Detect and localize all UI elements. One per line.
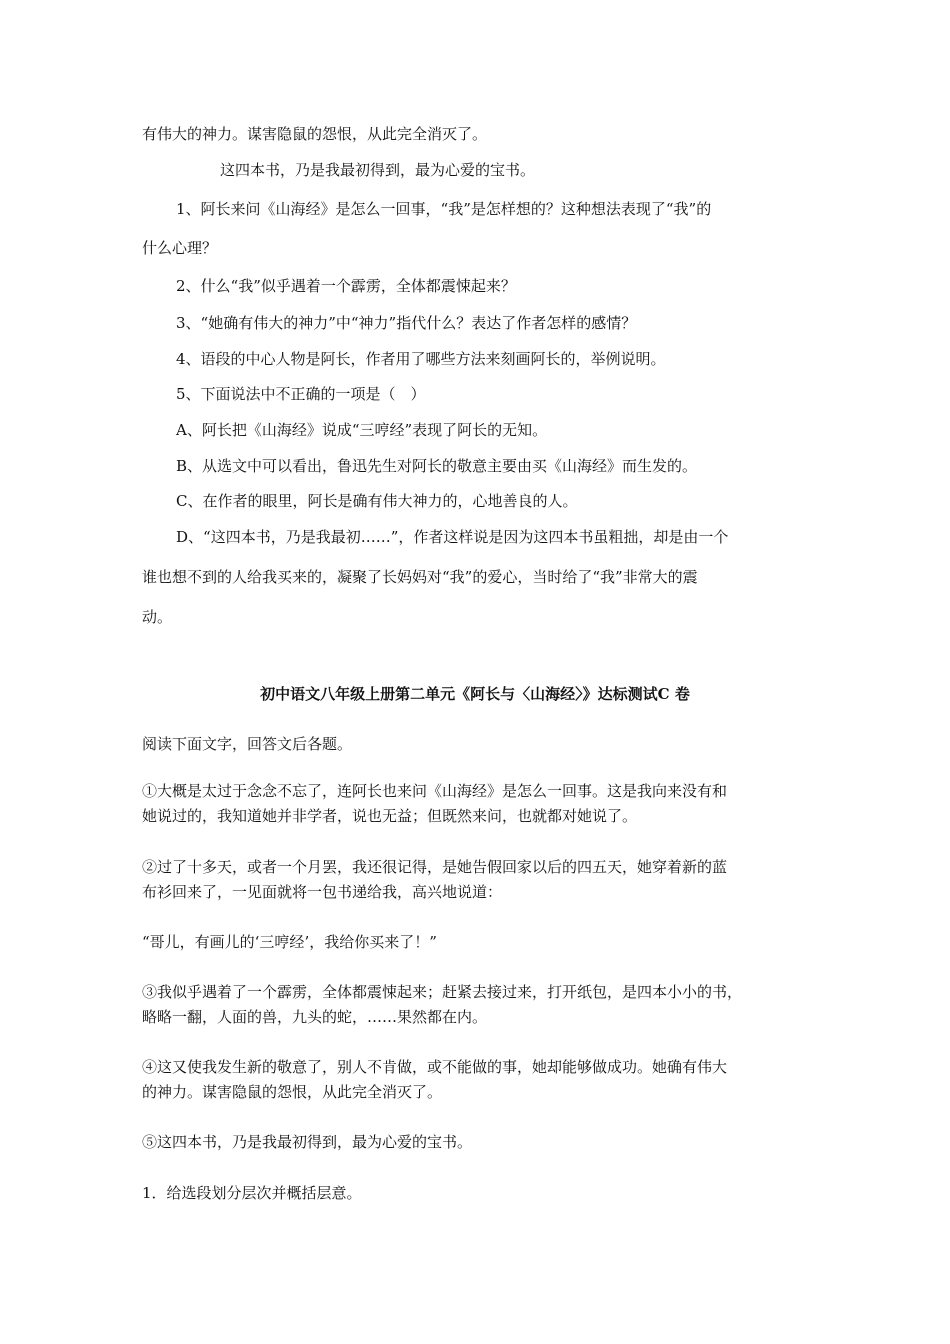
paragraph-2-line-1: ②过了十多天，或者一个月罢，我还很记得，是她告假回家以后的四五天，她穿着新的蓝 (142, 858, 728, 876)
option-d-line-1: D、“这四本书，乃是我最初……”，作者这样说是因为这四本书虽粗拙，却是由一个 (176, 528, 729, 546)
question-4: 4、语段的中心人物是阿长，作者用了哪些方法来刻画阿长的，举例说明。 (176, 350, 666, 368)
option-a: A、阿长把《山海经》说成“三哼经”表现了阿长的无知。 (176, 421, 548, 439)
passage-closing: 这四本书，乃是我最初得到，最为心爱的宝书。 (220, 161, 536, 179)
paragraph-4-line-2: 的神力。谋害隐鼠的怨恨，从此完全消灭了。 (142, 1083, 443, 1101)
option-d-line-2: 谁也想不到的人给我买来的，凝聚了长妈妈对“我”的爱心，当时给了“我”非常大的震 (142, 568, 698, 586)
paragraph-2-line-2: 布衫回来了，一见面就将一包书递给我，高兴地说道： (142, 883, 503, 901)
question-1-line-1: 1、阿长来问《山海经》是怎么一回事，“我”是怎样想的？这种想法表现了“我”的 (176, 200, 712, 218)
question-3: 3、“她确有伟大的神力”中“神力”指代什么？表达了作者怎样的感情？ (176, 314, 637, 332)
question-1-line-2: 什么心理？ (142, 239, 218, 257)
question-2: 2、什么“我”似乎遇着一个霹雳，全体都震悚起来？ (176, 277, 516, 295)
paragraph-3-line-2: 略略一翻，人面的兽，九头的蛇，……果然都在内。 (142, 1008, 488, 1026)
paragraph-3-line-1: ③我似乎遇着了一个霹雳，全体都震悚起来；赶紧去接过来，打开纸包，是四本小小的书， (142, 983, 743, 1001)
paragraph-5: ⑤这四本书，乃是我最初得到，最为心爱的宝书。 (142, 1133, 473, 1151)
option-b: B、从选文中可以看出，鲁迅先生对阿长的敬意主要由买《山海经》而生发的。 (176, 457, 698, 475)
paragraph-4-line-1: ④这又使我发生新的敬意了，别人不肯做，或不能做的事，她却能够做成功。她确有伟大 (142, 1058, 728, 1076)
exercise-question-1: 1．给选段划分层次并概括层意。 (142, 1184, 362, 1202)
option-c: C、在作者的眼里，阿长是确有伟大神力的，心地善良的人。 (176, 492, 578, 510)
test-title: 初中语文八年级上册第二单元《阿长与〈山海经〉》达标测试C 卷 (260, 685, 690, 703)
question-5: 5、下面说法中不正确的一项是（ ） (176, 385, 426, 403)
quote-line: “哥儿，有画儿的‘三哼经’，我给你买来了！” (142, 933, 437, 951)
reading-instruction: 阅读下面文字，回答文后各题。 (142, 735, 353, 753)
paragraph-1-line-1: ①大概是太过于念念不忘了，连阿长也来问《山海经》是怎么一回事。这是我向来没有和 (142, 782, 728, 800)
passage-continuation: 有伟大的神力。谋害隐鼠的怨恨，从此完全消灭了。 (142, 125, 488, 143)
option-d-line-3: 动。 (142, 608, 173, 626)
paragraph-1-line-2: 她说过的，我知道她并非学者，说也无益；但既然来问，也就都对她说了。 (142, 807, 638, 825)
